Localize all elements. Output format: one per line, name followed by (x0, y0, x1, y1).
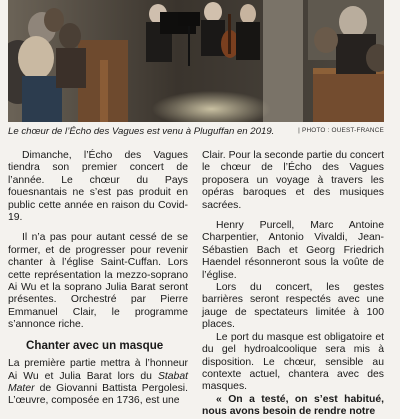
concert-photo-illustration (8, 0, 384, 122)
photo-credit: | PHOTO : OUEST-FRANCE (298, 127, 384, 134)
paragraph-first-part-b: de Giovanni Battista Pergolesi. L’œuvre, composée en 1736, est une (8, 382, 188, 407)
article-column-right (202, 150, 384, 419)
paragraph-second-part: Clair. Pour la seconde partie du concert le chœur de l’Écho des Vagues proposera un voyage à travers les opéras baroques et des musiques sacrées. (202, 150, 384, 211)
article-column-left (8, 150, 188, 408)
caption-text: Le chœur de l’Écho des Vagues est venu à Pluguffan en 2019. (8, 126, 275, 137)
paragraph-first-part-a: La première partie mettra à l’honneur Ai Wu et Julia Barat lors du (8, 358, 188, 382)
paragraph-training: Il n’a pas pour autant cessé de se former, et de progresser pour revenir chanter à l’église Saint-Cuffan. Lors cette représentation la mezzo-soprano Ai Wu et la soprano Julia Barat seront présentes. Orchestré par Pierre Emmanuel Clair, le programme s’annonce riche. (8, 232, 188, 331)
paragraph-intro: Dimanche, l’Écho des Vagues tiendra son premier concert de l’année. Le chœur du Pays fouesnantais ne s’est pas produit en public cette année en raison du Covid-19. (8, 150, 188, 224)
paragraph-sanitary: Lors du concert, les gestes barrières seront respectés avec une jauge de spectateurs limitée à 100 places. (202, 282, 384, 331)
work-title: Stabat Mater (8, 370, 188, 394)
paragraph-first-part (8, 358, 188, 408)
concert-photo (8, 0, 384, 122)
paragraph-composers: Henry Purcell, Marc Antoine Charpentier, Antonio Vivaldi, Jean-Sébastien Bach et Georg Friedrich Haendel résonneront sous la voûte de l’église. (202, 220, 384, 281)
section-heading: Chanter avec un masque (26, 338, 164, 352)
paragraph-mask: Le port du masque est obligatoire et du gel hydroalcoolique sera mis à disposition. Le chœur, sensible au contexte actuel, chantera avec des masques. (202, 331, 384, 393)
paragraph-quote: « On a testé, on s’est habitué, nous avons besoin de rendre notre (202, 393, 384, 418)
photo-caption (8, 126, 384, 137)
